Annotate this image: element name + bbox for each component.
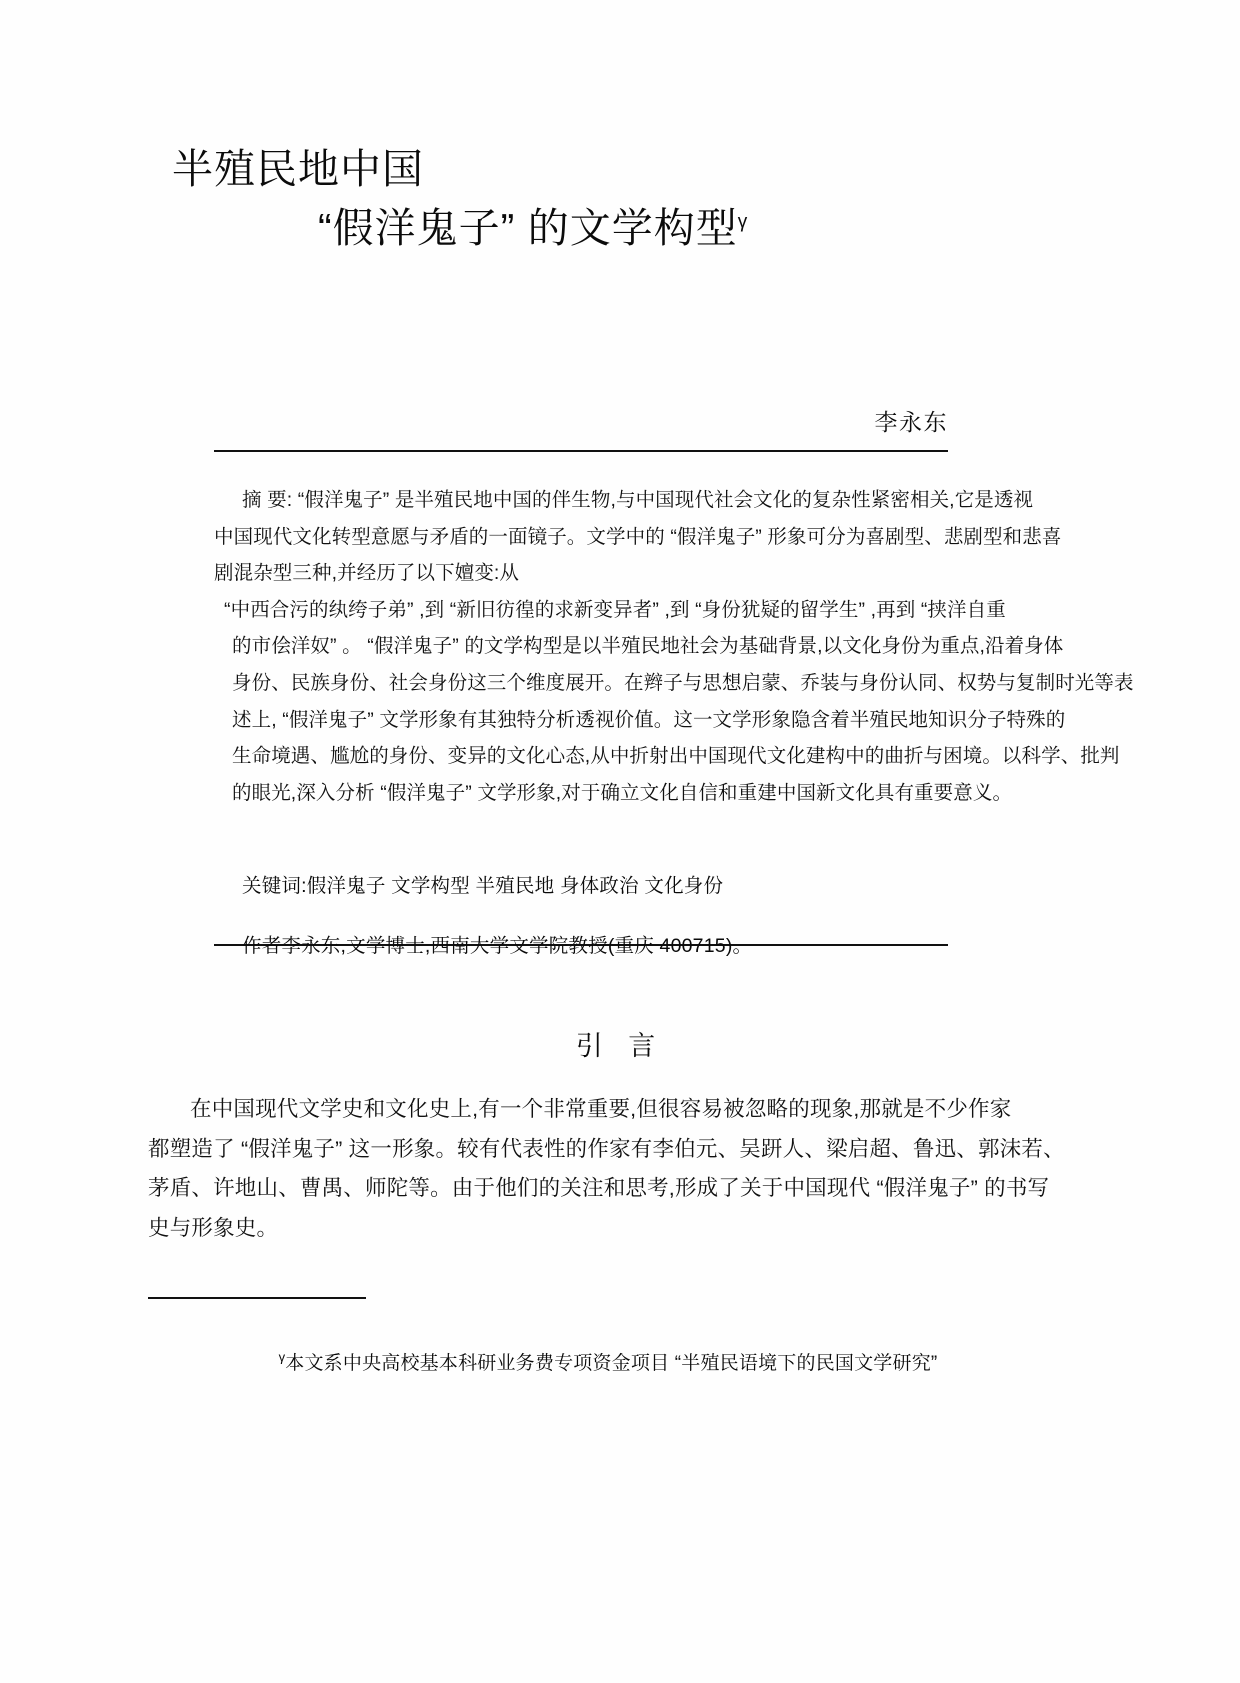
footnote-marker: γ <box>278 1349 286 1365</box>
body-line: 在中国现代文学史和文化史上,有一个非常重要,但很容易被忽略的现象,那就是不少作家 <box>190 1097 1012 1121</box>
abstract-line: “中西合污的纨绔子弟” ,到 “新旧彷徨的求新变异者” ,到 “身份犹疑的留学生” ,再到 “挟洋自重 <box>224 598 1006 621</box>
abstract-line: 述上, “假洋鬼子” 文学形象有其独特分析透视价值。这一文学形象隐含着半殖民地知识分子特殊的 <box>232 708 1066 731</box>
footnote-separator-rule <box>148 1297 366 1299</box>
keywords-line: 关键词:假洋鬼子 文学构型 半殖民地 身体政治 文化身份 <box>242 875 724 897</box>
abstract-block <box>214 482 1134 811</box>
footnote-body: 本文系中央高校基本科研业务费专项资金项目 “半殖民语境下的民国文学研究” <box>285 1353 938 1374</box>
abstract-line: 的眼光,深入分析 “假洋鬼子” 文学形象,对于确立文化自信和重建中国新文化具有重要意义。 <box>232 781 1013 804</box>
author-affiliation-note: 作者李永东,文学博士,西南大学文学院教授(重庆 400715)。 <box>242 935 753 957</box>
abstract-line: 生命境遇、尴尬的身份、变异的文化心态,从中折射出中国现代文化建构中的曲折与困境。以科学、批判 <box>232 745 1120 768</box>
section-heading-introduction: 引 言 <box>575 1031 665 1061</box>
body-line: 茅盾、许地山、曹禺、师陀等。由于他们的关注和思考,形成了关于中国现代 “假洋鬼子” 的书写 <box>148 1176 1050 1200</box>
title-block <box>0 140 1240 259</box>
page-title-line-2-text: “假洋鬼子” 的文学构型 <box>318 205 738 252</box>
abstract-line: 摘 要: “假洋鬼子” 是半殖民地中国的伴生物,与中国现代社会文化的复杂性紧密相关,它是透视 <box>242 489 1034 511</box>
body-line: 都塑造了 “假洋鬼子” 这一形象。较有代表性的作家有李伯元、吴趼人、梁启超、鲁迅、郭沫若、 <box>148 1136 1065 1161</box>
abstract-top-rule <box>214 450 948 452</box>
author-name: 李永东 <box>874 409 948 435</box>
body-line: 史与形象史。 <box>148 1215 279 1240</box>
abstract-line: 身份、民族身份、社会身份这三个维度展开。在辫子与思想启蒙、乔装与身份认同、权势与复制时光等表 <box>232 671 1134 694</box>
page-title-line-1: 半殖民地中国 <box>172 146 424 192</box>
abstract-line: 剧混杂型三种,并经历了以下嬗变:从 <box>214 562 520 585</box>
page-title-line-2 <box>0 199 1240 258</box>
abstract-line: 的市侩洋奴” 。 “假洋鬼子” 的文学构型是以半殖民地社会为基础背景,以文化身份为重点,沿着身体 <box>232 635 1064 658</box>
footnote-text <box>148 1348 1068 1375</box>
body-paragraph <box>148 1090 1065 1248</box>
title-footnote-marker: γ <box>737 211 748 233</box>
abstract-line: 中国现代文化转型意愿与矛盾的一面镜子。文学中的 “假洋鬼子” 形象可分为喜剧型、悲剧型和悲喜 <box>214 525 1062 548</box>
